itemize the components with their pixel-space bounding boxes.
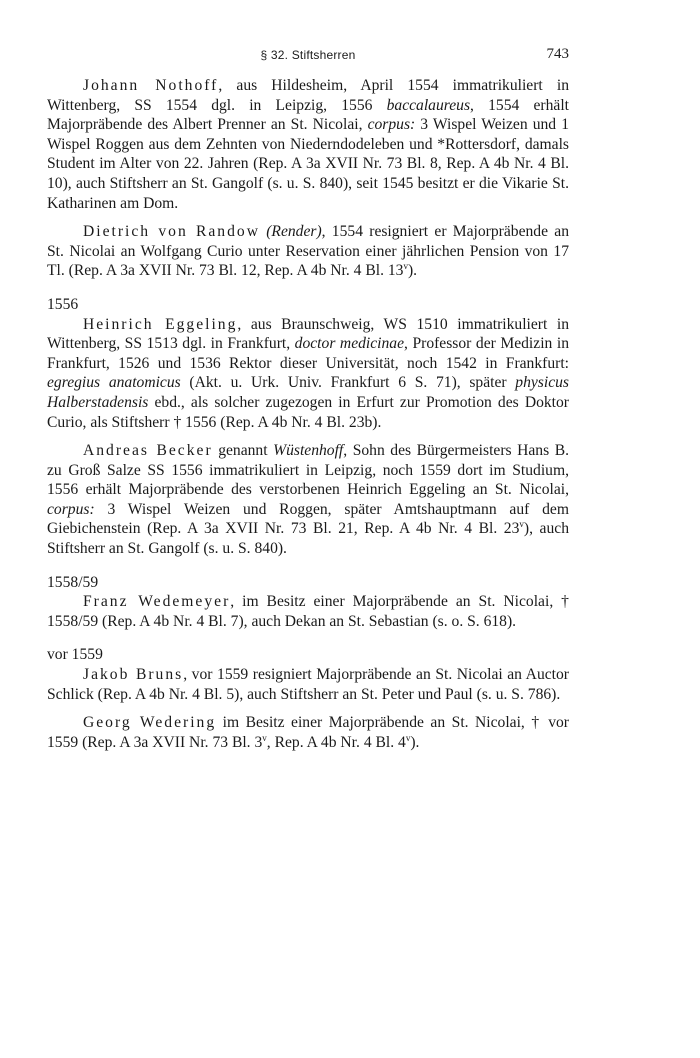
year-heading-1556: 1556 <box>47 295 79 313</box>
entry-italic: corpus: <box>367 116 416 134</box>
entry-text: (Akt. u. Urk. Univ. Frankfurt 6 S. 71), später <box>180 374 516 392</box>
entry-text: , im Besitz einer Majorpräbende an St. Nicolai, † 1558/59 (Rep. A 4b Nr. 4 Bl. 7), auch Dekan an St. Sebastian (s. o. S. 618). <box>47 593 569 630</box>
entry-italic: Wüstenhoff <box>273 442 344 460</box>
entry-italic: doctor medicinae <box>294 335 405 353</box>
year-heading-1558: 1558/59 <box>47 573 99 591</box>
entry-italic: baccalaureus <box>386 96 471 114</box>
entry-nothoff <box>47 76 569 213</box>
entry-text: genannt <box>212 442 274 460</box>
document-page <box>47 46 569 752</box>
entry-bruns <box>47 665 569 704</box>
person-name: Andreas Becker <box>83 442 213 460</box>
entry-randow <box>47 222 569 281</box>
entry-eggeling <box>47 315 569 433</box>
entry-text: , 1554 resigniert er Majorpräbende an St. Nicolai an Wolfgang Curio unter Reservation einer jährlichen Pension von 17 Tl. (Rep. A 3a XVII Nr. 73 Bl. 12, Rep. A 4b Nr. 4 Bl. 13 <box>47 223 569 280</box>
entry-wedemeyer <box>47 592 569 631</box>
entry-text: 3 Wispel Weizen und 1 Wispel Roggen aus dem Zehnten von Niederndodeleben und *Rottersdorf, damals Student im Alter von 22. Jahren (Rep. A 3a XVII Nr. 73 Bl. 8, Rep. A 4b Nr. 4 Bl. 10), auch Stiftsherr an St. Gangolf (s. u. S. 840), seit 1545 besitzt er die Vikarie St. Katharinen am Dom. <box>47 116 569 212</box>
entry-text: 3 Wispel Weizen und Roggen, später Amtshauptmann auf dem Giebichenstein (Rep. A 3a XVII Nr. 73 Bl. 21, Rep. A 4b Nr. 4 Bl. 23 <box>47 500 569 538</box>
person-name: Georg Wedering <box>83 714 217 732</box>
entry-italic: corpus: <box>47 500 95 518</box>
person-name: Dietrich von Randow <box>83 223 260 241</box>
entry-text: , Rep. A 4b Nr. 4 Bl. 4 <box>266 733 406 751</box>
page-number: 743 <box>546 46 569 62</box>
person-name: Jakob Bruns <box>83 666 184 684</box>
entry-text: , aus Hildesheim, April 1554 immatrikuliert in Wittenberg, SS 1554 dgl. in Leipzig, 1556 <box>47 77 569 114</box>
running-head <box>47 46 569 68</box>
year-heading-vor-1559: vor 1559 <box>47 646 103 664</box>
entry-text: im Besitz einer Majorpräbende an St. Nicolai, † vor 1559 (Rep. A 3a XVII Nr. 73 Bl. 3 <box>47 714 569 751</box>
entry-text: ), auch Stiftsherr an St. Gangolf (s. u. S. 840). <box>47 520 569 558</box>
person-name: Johann Nothoff <box>83 77 219 94</box>
entry-becker <box>47 441 569 559</box>
verso-mark: v <box>519 519 524 530</box>
verso-mark: v <box>405 732 411 743</box>
entry-text: , vor 1559 resigniert Majorpräbende an St. Nicolai an Auctor Schlick (Rep. A 4b Nr. 4 Bl. 5), auch Stiftsherr an St. Peter und Paul (s. u. S. 786). <box>47 666 569 703</box>
entry-text: , 1554 erhält Majorpräbende des Albert Prenner an St. Nicolai, <box>47 96 569 134</box>
person-name: Heinrich Eggeling <box>83 315 238 333</box>
entry-text: ). <box>407 262 418 280</box>
entry-text: , aus Braunschweig, WS 1510 immatrikuliert in Wittenberg, SS 1513 dgl. in Frankfurt, <box>47 315 569 353</box>
entry-italic: physicus Halberstadensis <box>47 374 569 411</box>
entry-text: ). <box>410 733 420 751</box>
entry-italic: egregius anatomicus <box>47 374 181 392</box>
entry-text: ebd., als solcher zugezogen in Erfurt zur Promotion des Doktor Curio, als Stiftsherr † 1556 (Rep. A 4b Nr. 4 Bl. 23b). <box>47 393 569 431</box>
entry-text: , Professor der Medizin in Frankfurt, 1526 und 1536 Rektor dieser Universität, noch 1542 in Frankfurt: <box>47 335 569 372</box>
person-name: Franz Wedemeyer <box>83 593 231 611</box>
entry-italic: (Render) <box>266 223 322 241</box>
verso-mark: v <box>403 261 408 272</box>
entry-text: , Sohn des Bürgermeisters Hans B. zu Groß Salze SS 1556 immatrikuliert in Leipzig, noch 1559 dort im Studium, 1556 erhält Majorpräbende des verstorbenen Heinrich Eggeling an St. Nicolai, <box>47 442 570 499</box>
verso-mark: v <box>262 732 267 743</box>
entry-wedering <box>47 713 569 752</box>
running-title: § 32. Stiftsherren <box>260 48 356 62</box>
